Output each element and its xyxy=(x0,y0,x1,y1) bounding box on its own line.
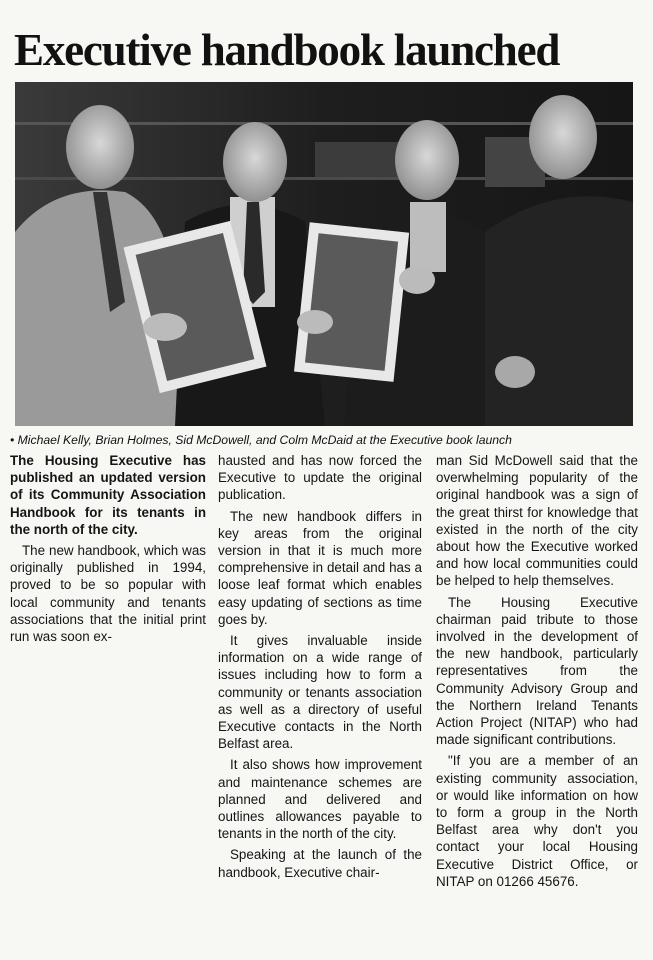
body-paragraph: The new handbook, which was originally published in 1994, proved to be so popular with local community and tenants associations that the initial print run was soon ex- xyxy=(10,543,206,645)
body-paragraph: It gives invaluable inside information on a wide range of issues including how to form a community or tenants association as well as a directory of useful Executive contacts in the North Belfast area. xyxy=(218,633,422,752)
lead-paragraph: The Housing Executive has published an updated version of its Community Association Handbook for its tenants in the north of the city. xyxy=(10,453,206,537)
body-paragraph: Speaking at the launch of the handbook, Executive chair- xyxy=(218,847,422,880)
body-paragraph: hausted and has now forced the Executive to update the original publication. xyxy=(218,453,422,503)
headline: Executive handbook launched xyxy=(14,25,560,75)
body-paragraph: The new handbook differs in key areas from the original version in that it is much more comprehensive in detail and has a loose leaf format which enables easy updating of sections as time goes by. xyxy=(218,508,422,627)
body-paragraph: man Sid McDowell said that the overwhelming popularity of the original handbook was a sign of the great thirst for knowledge that existed in the north of the city about how the Executive worked and how local communities could be helped to help themselves. xyxy=(436,453,638,589)
article-column-3 xyxy=(436,452,638,890)
body-paragraph: The Housing Executive chairman paid tribute to those involved in the development of the new handbook, particularly representatives from the Community Advisory Group and the Northern Ireland Tenants Action Project (NITAP) who had made significant contributions. xyxy=(436,594,638,748)
body-paragraph: It also shows how improvement and maintenance schemes are planned and delivered and outlines allowances payable to tenants in the north of the city. xyxy=(218,757,422,842)
photo-caption: • Michael Kelly, Brian Holmes, Sid McDowell, and Colm McDaid at the Executive book launch xyxy=(10,433,512,447)
group-photo xyxy=(15,82,633,426)
group-photo-icon xyxy=(15,82,633,426)
article-column-2 xyxy=(218,452,422,881)
article-column-1 xyxy=(10,452,206,645)
body-paragraph: "If you are a member of an existing community association, or would like information on how to form a group in the North Belfast area why don't you contact your local Housing Executive District Office, or NITAP on 01266 45676. xyxy=(436,753,638,889)
